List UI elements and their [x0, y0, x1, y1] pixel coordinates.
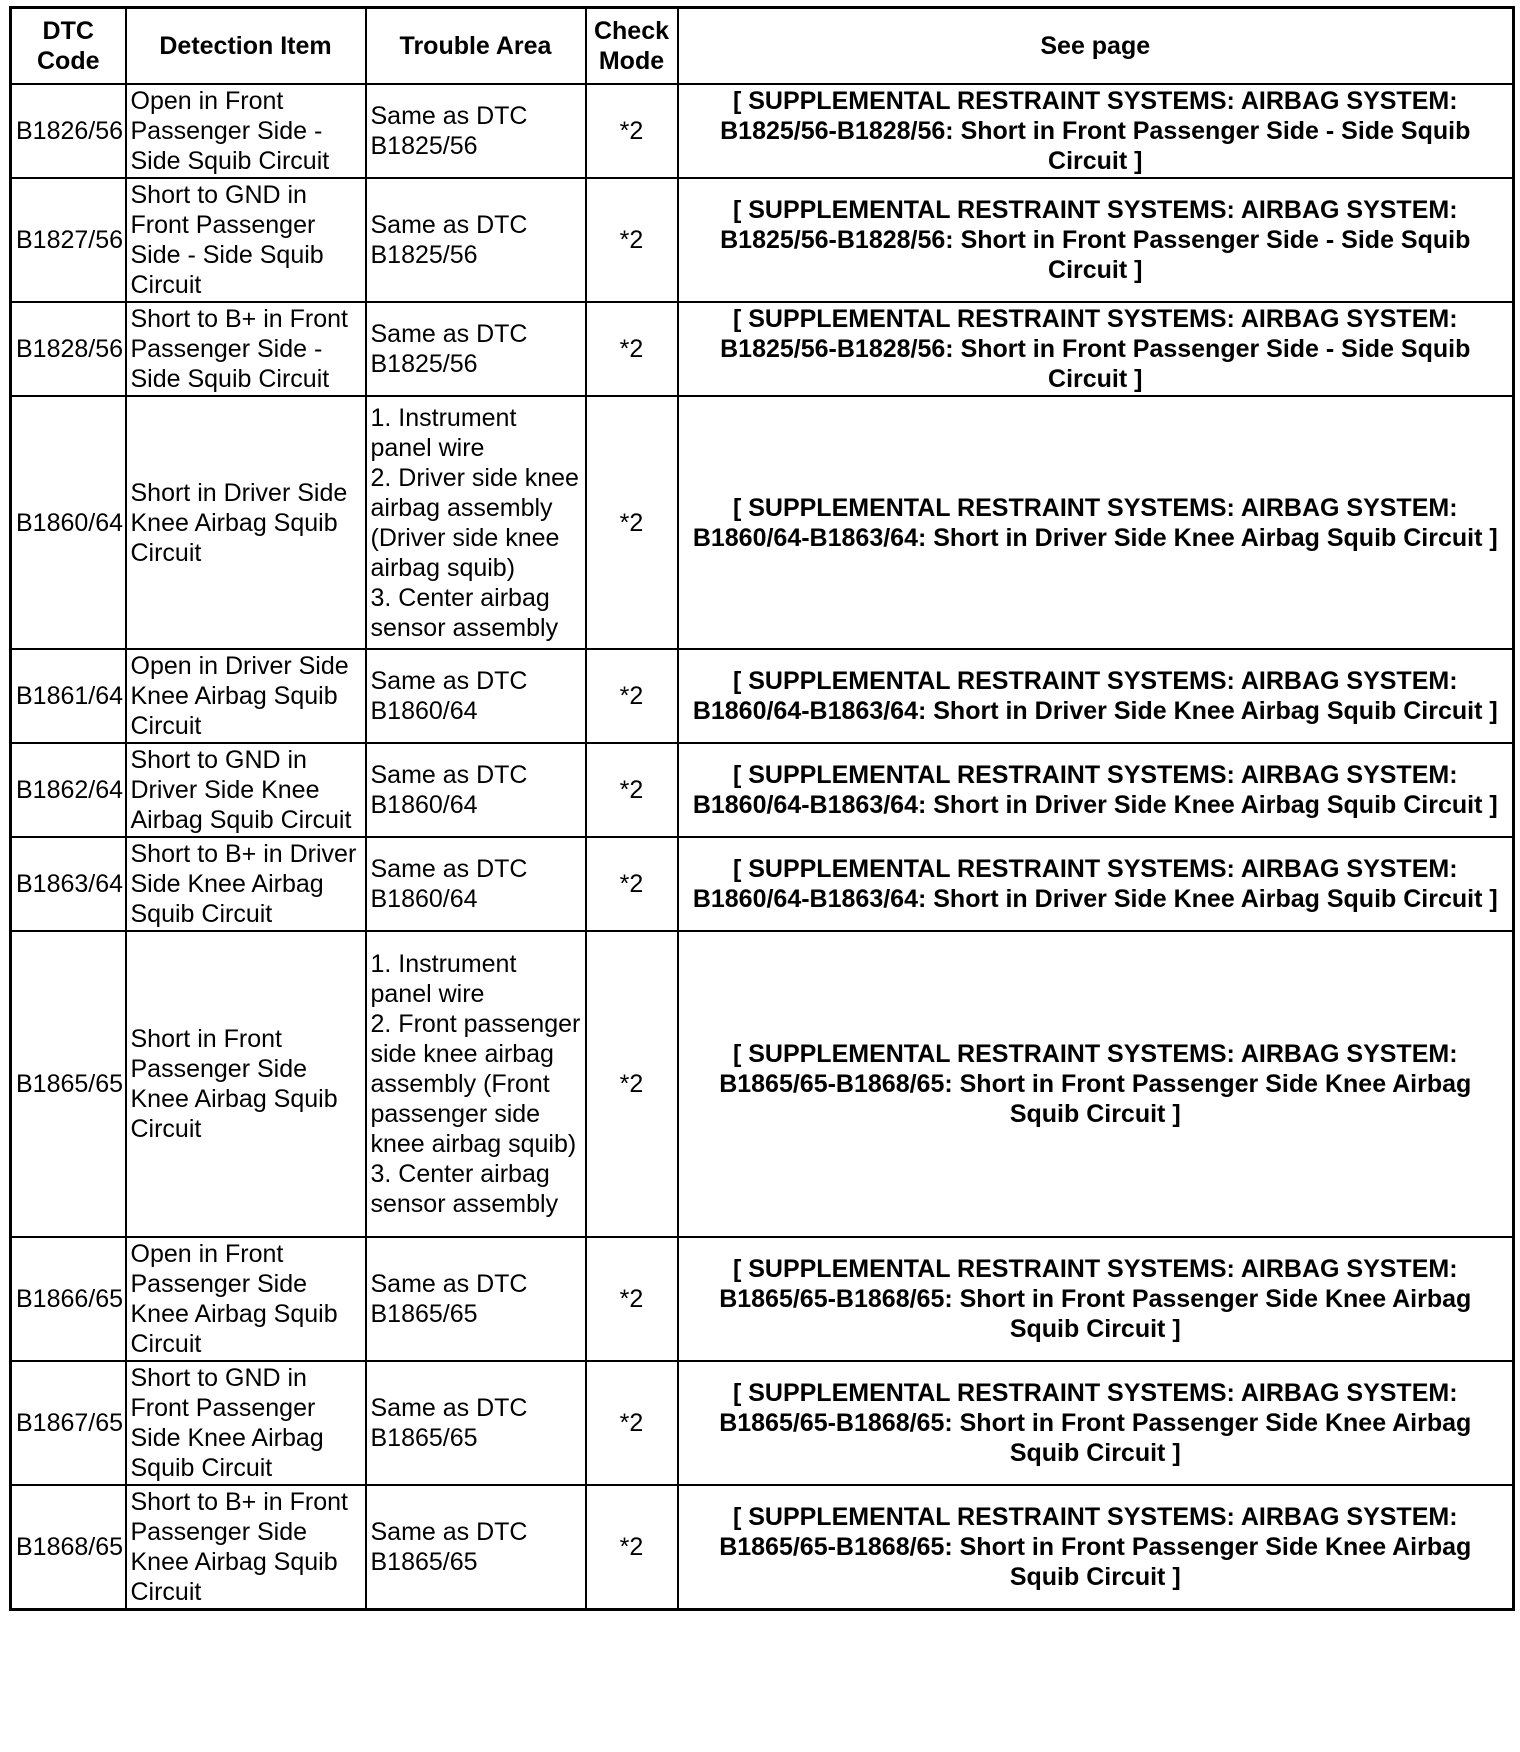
detection-item-cell: Short to GND in Driver Side Knee Airbag Squib Circuit	[126, 743, 366, 837]
table-row	[11, 1237, 1514, 1361]
dtc-code-cell: B1826/56	[11, 84, 126, 178]
table-body	[11, 84, 1514, 1610]
detection-item-cell: Short in Front Passenger Side Knee Airbag Squib Circuit	[126, 931, 366, 1237]
see-page-link[interactable]: [ SUPPLEMENTAL RESTRAINT SYSTEMS: AIRBAG SYSTEM: B1865/65-B1868/65: Short in Front Passenger Side Knee Airbag Squib Circuit ]	[678, 931, 1514, 1237]
trouble-area-cell: Same as DTC B1865/65	[366, 1361, 586, 1485]
see-page-link[interactable]: [ SUPPLEMENTAL RESTRAINT SYSTEMS: AIRBAG SYSTEM: B1860/64-B1863/64: Short in Driver Side Knee Airbag Squib Circuit ]	[678, 649, 1514, 743]
check-mode-cell: *2	[586, 649, 678, 743]
table-row	[11, 84, 1514, 178]
trouble-area-cell: Same as DTC B1860/64	[366, 837, 586, 931]
dtc-code-cell: B1860/64	[11, 396, 126, 649]
see-page-link[interactable]: [ SUPPLEMENTAL RESTRAINT SYSTEMS: AIRBAG SYSTEM: B1825/56-B1828/56: Short in Front Passenger Side - Side Squib Circuit ]	[678, 302, 1514, 396]
see-page-link[interactable]: [ SUPPLEMENTAL RESTRAINT SYSTEMS: AIRBAG SYSTEM: B1825/56-B1828/56: Short in Front Passenger Side - Side Squib Circuit ]	[678, 84, 1514, 178]
dtc-code-cell: B1861/64	[11, 649, 126, 743]
detection-item-cell: Open in Driver Side Knee Airbag Squib Circuit	[126, 649, 366, 743]
header-trouble-area: Trouble Area	[366, 8, 586, 85]
see-page-link[interactable]: [ SUPPLEMENTAL RESTRAINT SYSTEMS: AIRBAG SYSTEM: B1860/64-B1863/64: Short in Driver Side Knee Airbag Squib Circuit ]	[678, 743, 1514, 837]
check-mode-cell: *2	[586, 931, 678, 1237]
detection-item-cell: Short to B+ in Front Passenger Side Knee Airbag Squib Circuit	[126, 1485, 366, 1610]
trouble-area-cell: 1. Instrument panel wire 2. Driver side knee airbag assembly (Driver side knee airbag squib) 3. Center airbag sensor assembly	[366, 396, 586, 649]
trouble-area-cell: 1. Instrument panel wire 2. Front passenger side knee airbag assembly (Front passenger side knee airbag squib) 3. Center airbag sensor assembly	[366, 931, 586, 1237]
detection-item-cell: Short to GND in Front Passenger Side - Side Squib Circuit	[126, 178, 366, 302]
check-mode-cell: *2	[586, 396, 678, 649]
table-row	[11, 302, 1514, 396]
table-row	[11, 396, 1514, 649]
detection-item-cell: Short to GND in Front Passenger Side Knee Airbag Squib Circuit	[126, 1361, 366, 1485]
table-header-row	[11, 8, 1514, 85]
detection-item-cell: Short to B+ in Front Passenger Side - Side Squib Circuit	[126, 302, 366, 396]
dtc-code-cell: B1827/56	[11, 178, 126, 302]
check-mode-cell: *2	[586, 1485, 678, 1610]
detection-item-cell: Short in Driver Side Knee Airbag Squib Circuit	[126, 396, 366, 649]
dtc-code-cell: B1865/65	[11, 931, 126, 1237]
table-row	[11, 743, 1514, 837]
dtc-code-cell: B1863/64	[11, 837, 126, 931]
see-page-link[interactable]: [ SUPPLEMENTAL RESTRAINT SYSTEMS: AIRBAG SYSTEM: B1865/65-B1868/65: Short in Front Passenger Side Knee Airbag Squib Circuit ]	[678, 1361, 1514, 1485]
detection-item-cell: Short to B+ in Driver Side Knee Airbag Squib Circuit	[126, 837, 366, 931]
see-page-link[interactable]: [ SUPPLEMENTAL RESTRAINT SYSTEMS: AIRBAG SYSTEM: B1865/65-B1868/65: Short in Front Passenger Side Knee Airbag Squib Circuit ]	[678, 1485, 1514, 1610]
table-row	[11, 1361, 1514, 1485]
trouble-area-cell: Same as DTC B1865/65	[366, 1485, 586, 1610]
check-mode-cell: *2	[586, 1237, 678, 1361]
header-detection-item: Detection Item	[126, 8, 366, 85]
table-row	[11, 837, 1514, 931]
trouble-area-cell: Same as DTC B1825/56	[366, 84, 586, 178]
header-dtc-code: DTC Code	[11, 8, 126, 85]
trouble-area-cell: Same as DTC B1825/56	[366, 178, 586, 302]
check-mode-cell: *2	[586, 84, 678, 178]
check-mode-cell: *2	[586, 1361, 678, 1485]
table-row	[11, 931, 1514, 1237]
table-row	[11, 178, 1514, 302]
dtc-code-cell: B1862/64	[11, 743, 126, 837]
trouble-area-cell: Same as DTC B1865/65	[366, 1237, 586, 1361]
check-mode-cell: *2	[586, 302, 678, 396]
see-page-link[interactable]: [ SUPPLEMENTAL RESTRAINT SYSTEMS: AIRBAG SYSTEM: B1865/65-B1868/65: Short in Front Passenger Side Knee Airbag Squib Circuit ]	[678, 1237, 1514, 1361]
see-page-link[interactable]: [ SUPPLEMENTAL RESTRAINT SYSTEMS: AIRBAG SYSTEM: B1860/64-B1863/64: Short in Driver Side Knee Airbag Squib Circuit ]	[678, 396, 1514, 649]
dtc-code-cell: B1868/65	[11, 1485, 126, 1610]
check-mode-cell: *2	[586, 743, 678, 837]
table-row	[11, 649, 1514, 743]
table-row	[11, 1485, 1514, 1610]
detection-item-cell: Open in Front Passenger Side Knee Airbag Squib Circuit	[126, 1237, 366, 1361]
dtc-code-cell: B1866/65	[11, 1237, 126, 1361]
header-check-mode: Check Mode	[586, 8, 678, 85]
check-mode-cell: *2	[586, 178, 678, 302]
detection-item-cell: Open in Front Passenger Side - Side Squib Circuit	[126, 84, 366, 178]
header-see-page: See page	[678, 8, 1514, 85]
check-mode-cell: *2	[586, 837, 678, 931]
trouble-area-cell: Same as DTC B1860/64	[366, 743, 586, 837]
dtc-code-cell: B1867/65	[11, 1361, 126, 1485]
trouble-area-cell: Same as DTC B1860/64	[366, 649, 586, 743]
dtc-table	[9, 6, 1515, 1611]
see-page-link[interactable]: [ SUPPLEMENTAL RESTRAINT SYSTEMS: AIRBAG SYSTEM: B1825/56-B1828/56: Short in Front Passenger Side - Side Squib Circuit ]	[678, 178, 1514, 302]
trouble-area-cell: Same as DTC B1825/56	[366, 302, 586, 396]
dtc-code-cell: B1828/56	[11, 302, 126, 396]
see-page-link[interactable]: [ SUPPLEMENTAL RESTRAINT SYSTEMS: AIRBAG SYSTEM: B1860/64-B1863/64: Short in Driver Side Knee Airbag Squib Circuit ]	[678, 837, 1514, 931]
